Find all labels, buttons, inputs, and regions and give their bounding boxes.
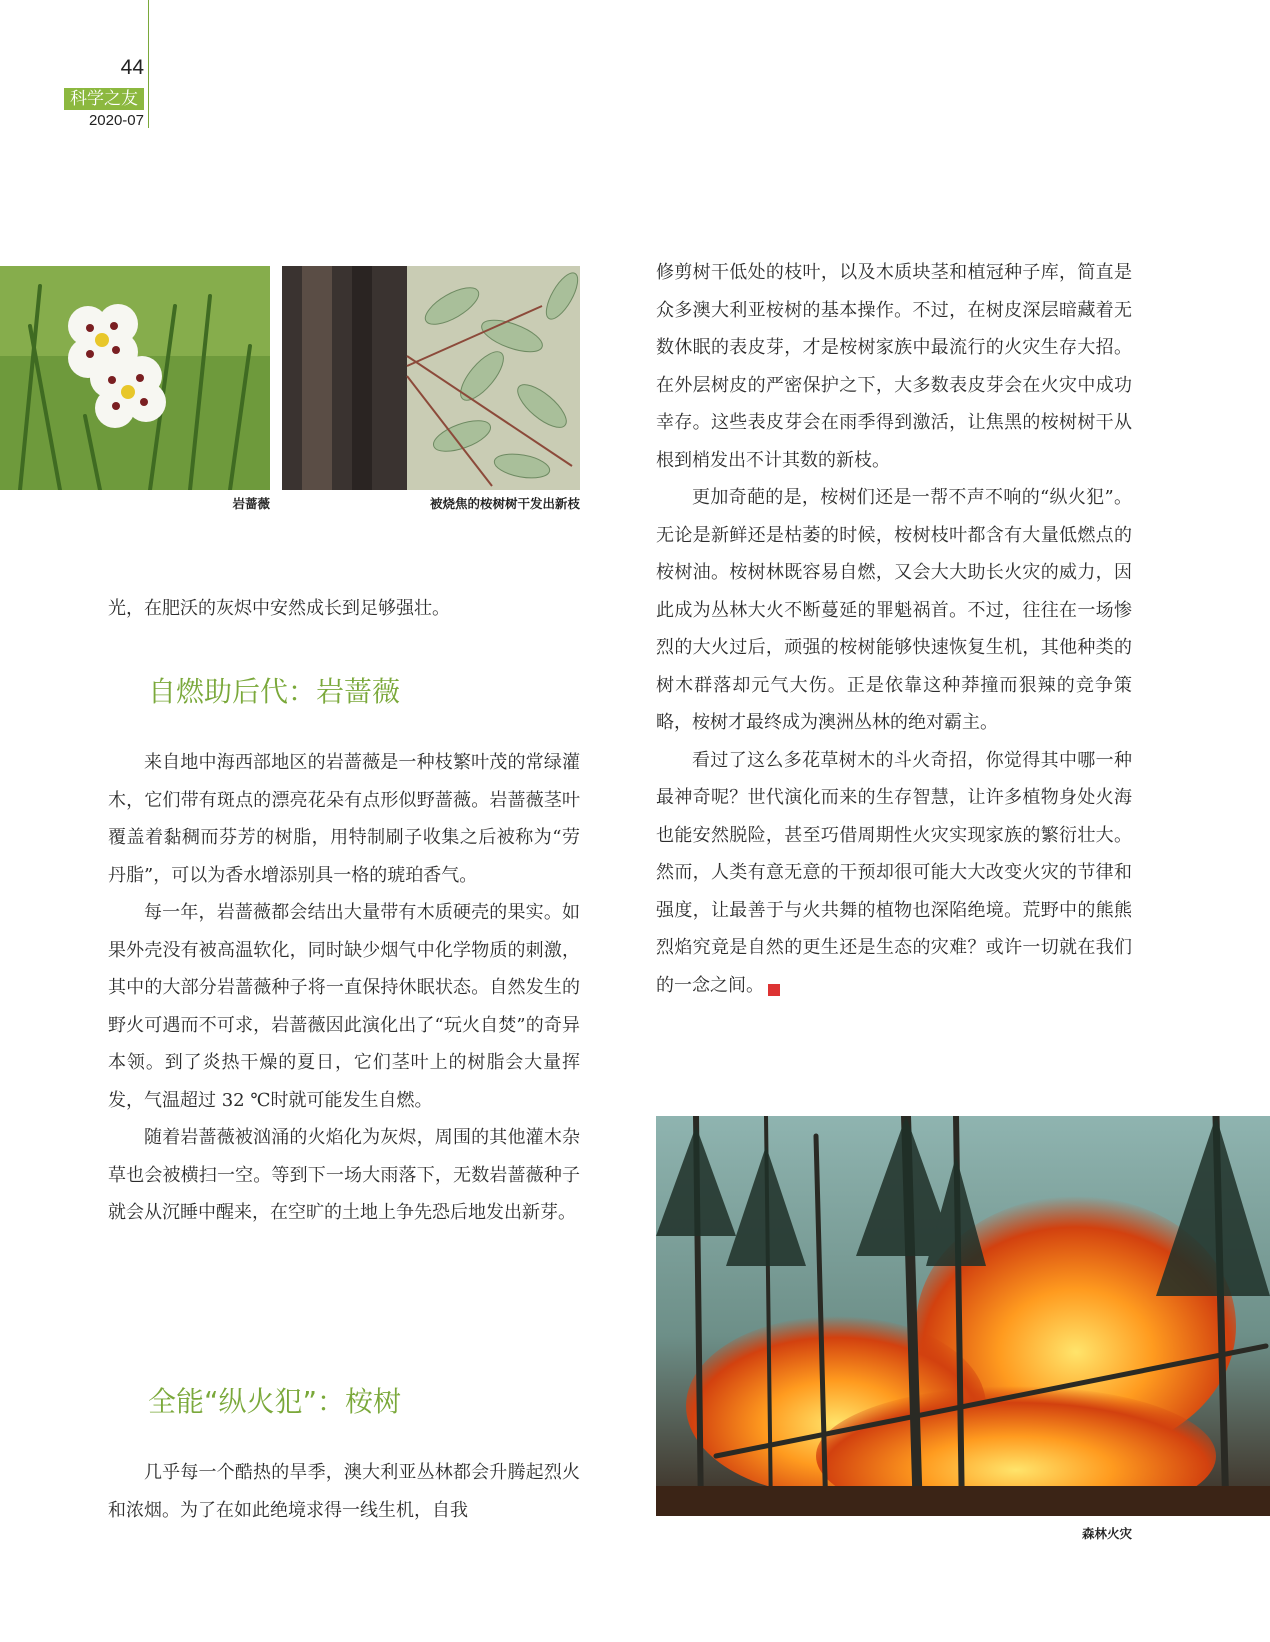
right-paragraph-1: 修剪树干低处的枝叶，以及木质块茎和植冠种子库，简直是众多澳大利亚桉树的基本操作。不过，在树皮深层暗藏着无数休眠的表皮芽，才是桉树家族中最流行的火灾生存大招。在外层树皮的严密保护之下，大多数表皮芽会在火灾中成功幸存。这些表皮芽会在雨季得到激活，让焦黑的桉树树干从根到梢发出不计其数的新枝。 xyxy=(656,262,1132,471)
right-paragraph-3: 看过了这么多花草树木的斗火奇招，你觉得其中哪一种最神奇呢？世代演化而来的生存智慧，让许多植物身处火海也能安然脱险，甚至巧借周期性火灾实现家族的繁衍壮大。然而，人类有意无意的干预却很可能大大改变火灾的节律和强度，让最善于与火共舞的植物也深陷绝境。荒野中的熊熊烈焰究竟是自然的更生还是生态的灾难？或许一切就在我们的一念之间。 xyxy=(656,749,1132,996)
forest-fire-photo xyxy=(656,1116,1270,1516)
section2-paragraph: 几乎每一个酷热的旱季，澳大利亚丛林都会升腾起烈火和浓烟。为了在如此绝境求得一线生机，自我 xyxy=(108,1462,580,1521)
eucalyptus-caption: 被烧焦的桉树树干发出新枝 xyxy=(429,496,580,511)
section2-body xyxy=(108,1454,580,1529)
left-intro-text xyxy=(108,590,580,628)
section2-heading: 全能“纵火犯”：桉树 xyxy=(148,1385,402,1418)
page-number: 44 xyxy=(120,56,144,79)
header-divider xyxy=(148,0,149,128)
section1-paragraph-1: 来自地中海西部地区的岩蔷薇是一种枝繁叶茂的常绿灌木，它们带有斑点的漂亮花朵有点形似野蔷薇。岩蔷薇茎叶覆盖着黏稠而芬芳的树脂，用特制刷子收集之后被称为“劳丹脂”，可以为香水增添别具一格的琥珀香气。 xyxy=(108,752,580,886)
section1-heading: 自燃助后代：岩蔷薇 xyxy=(148,675,401,708)
magazine-title: 科学之友 xyxy=(64,88,144,110)
forest-fire-illustration xyxy=(656,1116,1270,1516)
intro-fragment: 光，在肥沃的灰烬中安然成长到足够强壮。 xyxy=(108,598,450,619)
section1-body xyxy=(108,744,580,1232)
right-column-body xyxy=(656,254,1132,1004)
rockrose-illustration xyxy=(0,266,270,490)
article-end-icon: S xyxy=(768,984,780,996)
eucalyptus-illustration xyxy=(282,266,580,490)
eucalyptus-photo xyxy=(282,266,580,490)
section1-paragraph-2: 每一年，岩蔷薇都会结出大量带有木质硬壳的果实。如果外壳没有被高温软化，同时缺少烟气中化学物质的刺激，其中的大部分岩蔷薇种子将一直保持休眠状态。自然发生的野火可遇而不可求，岩蔷薇因此演化出了“玩火自焚”的奇异本领。到了炎热干燥的夏日，它们茎叶上的树脂会大量挥发，气温超过 32 ℃时就可能发生自燃。 xyxy=(108,902,580,1111)
rockrose-caption: 岩蔷薇 xyxy=(232,496,270,511)
forest-fire-caption: 森林火灾 xyxy=(1081,1526,1132,1541)
issue-date: 2020-07 xyxy=(88,112,144,129)
rockrose-photo xyxy=(0,266,270,490)
right-paragraph-2: 更加奇葩的是，桉树们还是一帮不声不响的“纵火犯”。无论是新鲜还是枯萎的时候，桉树枝叶都含有大量低燃点的桉树油。桉树林既容易自燃，又会大大助长火灾的威力，因此成为丛林大火不断蔓延的罪魁祸首。不过，往往在一场惨烈的大火过后，顽强的桉树能够快速恢复生机，其他种类的树木群落却元气大伤。正是依靠这种莽撞而狠辣的竞争策略，桉树才最终成为澳洲丛林的绝对霸主。 xyxy=(656,487,1132,733)
section1-paragraph-3: 随着岩蔷薇被汹涌的火焰化为灰烬，周围的其他灌木杂草也会被横扫一空。等到下一场大雨落下，无数岩蔷薇种子就会从沉睡中醒来，在空旷的土地上争先恐后地发出新芽。 xyxy=(108,1127,580,1223)
